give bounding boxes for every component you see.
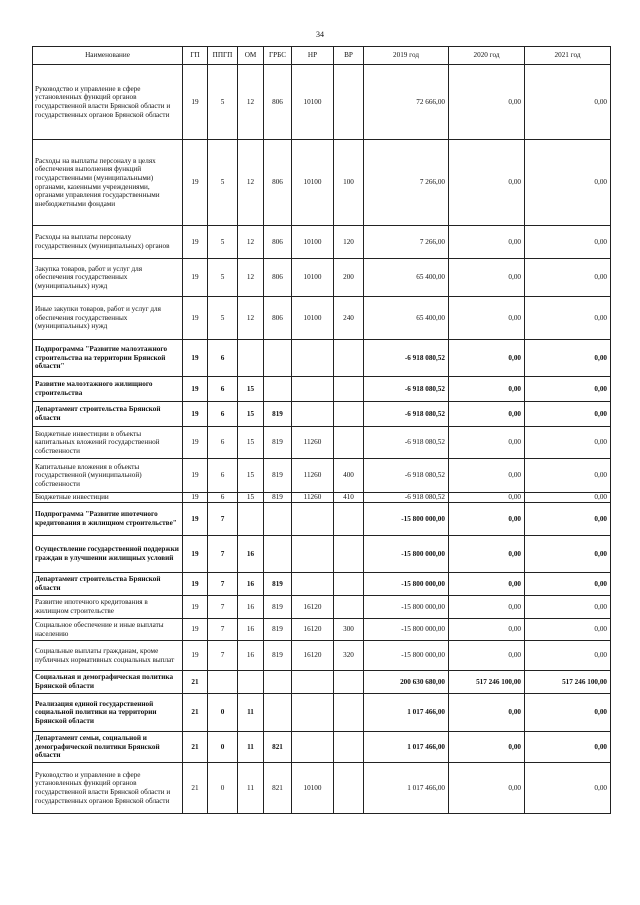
- col-header-2019: 2019 год: [364, 47, 449, 65]
- table-row: [33, 402, 611, 427]
- cell-gp: 19: [183, 641, 208, 671]
- cell-y2019: 7 266,00: [364, 226, 449, 259]
- cell-y2020: 0,00: [449, 573, 525, 596]
- table-row: [33, 65, 611, 140]
- table-row: [33, 259, 611, 297]
- cell-grbs: [264, 503, 292, 536]
- table-row: [33, 671, 611, 694]
- col-header-om: ОМ: [238, 47, 264, 65]
- cell-y2021: 0,00: [525, 402, 611, 427]
- cell-nr: 16120: [292, 596, 334, 619]
- cell-ppgp: 5: [208, 297, 238, 340]
- cell-y2020: 0,00: [449, 619, 525, 641]
- cell-y2021: 0,00: [525, 226, 611, 259]
- cell-vr: 120: [334, 226, 364, 259]
- cell-y2019: -6 918 080,52: [364, 377, 449, 402]
- cell-y2021: 0,00: [525, 65, 611, 140]
- cell-y2021: 517 246 100,00: [525, 671, 611, 694]
- table-row: [33, 459, 611, 493]
- cell-om: 11: [238, 763, 264, 814]
- cell-name: Закупка товаров, работ и услуг для обеспечения государственных (муниципальных) нужд: [33, 259, 183, 297]
- cell-ppgp: 0: [208, 763, 238, 814]
- cell-name: Расходы на выплаты персоналу в целях обеспечения выполнения функций государственными (муниципальными) органами, казенными учреждениями, органами управления государственными внебюджетными фондами: [33, 140, 183, 226]
- cell-y2021: 0,00: [525, 377, 611, 402]
- cell-vr: [334, 377, 364, 402]
- table-row: [33, 140, 611, 226]
- page-number: 34: [316, 30, 324, 39]
- cell-ppgp: 6: [208, 377, 238, 402]
- cell-nr: 10100: [292, 140, 334, 226]
- cell-grbs: 819: [264, 596, 292, 619]
- cell-om: 11: [238, 732, 264, 763]
- cell-om: 16: [238, 536, 264, 573]
- cell-ppgp: 5: [208, 259, 238, 297]
- cell-grbs: 806: [264, 140, 292, 226]
- cell-nr: 10100: [292, 763, 334, 814]
- cell-ppgp: 6: [208, 427, 238, 459]
- cell-gp: 19: [183, 65, 208, 140]
- cell-name: Департамент строительства Брянской области: [33, 573, 183, 596]
- cell-gp: 19: [183, 459, 208, 493]
- table-row: [33, 573, 611, 596]
- cell-vr: 400: [334, 459, 364, 493]
- cell-name: Подпрограмма "Развитие ипотечного кредитования в жилищном строительстве": [33, 503, 183, 536]
- cell-gp: 21: [183, 671, 208, 694]
- col-header-gp: ГП: [183, 47, 208, 65]
- cell-y2021: 0,00: [525, 619, 611, 641]
- cell-grbs: 819: [264, 619, 292, 641]
- cell-name: Расходы на выплаты персоналу государственных (муниципальных) органов: [33, 226, 183, 259]
- cell-ppgp: 6: [208, 340, 238, 377]
- cell-y2020: 0,00: [449, 402, 525, 427]
- cell-nr: [292, 671, 334, 694]
- cell-gp: 19: [183, 259, 208, 297]
- cell-om: 15: [238, 459, 264, 493]
- cell-name: Департамент семьи, социальной и демографической политики Брянской области: [33, 732, 183, 763]
- cell-gp: 21: [183, 694, 208, 732]
- cell-ppgp: 6: [208, 402, 238, 427]
- cell-ppgp: 7: [208, 503, 238, 536]
- cell-vr: [334, 402, 364, 427]
- cell-y2020: 0,00: [449, 297, 525, 340]
- cell-grbs: 806: [264, 259, 292, 297]
- cell-y2019: -6 918 080,52: [364, 427, 449, 459]
- cell-y2021: 0,00: [525, 596, 611, 619]
- cell-y2021: 0,00: [525, 427, 611, 459]
- cell-nr: [292, 402, 334, 427]
- cell-grbs: 819: [264, 641, 292, 671]
- cell-y2019: 72 666,00: [364, 65, 449, 140]
- cell-gp: 19: [183, 427, 208, 459]
- cell-y2020: 0,00: [449, 340, 525, 377]
- cell-grbs: 819: [264, 427, 292, 459]
- col-header-2020: 2020 год: [449, 47, 525, 65]
- cell-y2021: 0,00: [525, 340, 611, 377]
- cell-nr: 10100: [292, 226, 334, 259]
- cell-name: Социальное обеспечение и иные выплаты населению: [33, 619, 183, 641]
- cell-om: 12: [238, 297, 264, 340]
- table-row: [33, 641, 611, 671]
- cell-y2021: 0,00: [525, 573, 611, 596]
- cell-y2019: 1 017 466,00: [364, 694, 449, 732]
- cell-nr: 10100: [292, 259, 334, 297]
- cell-gp: 21: [183, 732, 208, 763]
- cell-grbs: [264, 340, 292, 377]
- cell-name: Реализация единой государственной социальной политики на территории Брянской области: [33, 694, 183, 732]
- cell-gp: 19: [183, 503, 208, 536]
- cell-vr: [334, 427, 364, 459]
- cell-om: 12: [238, 140, 264, 226]
- cell-vr: [334, 763, 364, 814]
- cell-name: Социальные выплаты гражданам, кроме публичных нормативных социальных выплат: [33, 641, 183, 671]
- cell-y2021: 0,00: [525, 536, 611, 573]
- cell-nr: [292, 377, 334, 402]
- cell-ppgp: 7: [208, 596, 238, 619]
- table-row: [33, 536, 611, 573]
- table-row: [33, 763, 611, 814]
- cell-y2019: -6 918 080,52: [364, 340, 449, 377]
- cell-gp: 19: [183, 493, 208, 503]
- table-row: [33, 503, 611, 536]
- cell-nr: 11260: [292, 427, 334, 459]
- cell-gp: 19: [183, 377, 208, 402]
- cell-vr: 320: [334, 641, 364, 671]
- cell-om: 16: [238, 619, 264, 641]
- cell-y2020: 0,00: [449, 732, 525, 763]
- cell-y2019: -15 800 000,00: [364, 619, 449, 641]
- cell-ppgp: 7: [208, 641, 238, 671]
- cell-y2021: 0,00: [525, 459, 611, 493]
- cell-nr: 16120: [292, 619, 334, 641]
- cell-y2020: 0,00: [449, 140, 525, 226]
- cell-ppgp: 6: [208, 459, 238, 493]
- cell-om: 15: [238, 402, 264, 427]
- cell-name: Иные закупки товаров, работ и услуг для обеспечения государственных (муниципальных) нужд: [33, 297, 183, 340]
- cell-nr: [292, 732, 334, 763]
- cell-vr: 200: [334, 259, 364, 297]
- cell-y2021: 0,00: [525, 694, 611, 732]
- cell-y2021: 0,00: [525, 763, 611, 814]
- cell-grbs: [264, 377, 292, 402]
- cell-y2020: 0,00: [449, 596, 525, 619]
- col-header-grbs: ГРБС: [264, 47, 292, 65]
- cell-nr: [292, 694, 334, 732]
- col-header-ppgp: ППГП: [208, 47, 238, 65]
- cell-ppgp: 0: [208, 694, 238, 732]
- cell-y2021: 0,00: [525, 641, 611, 671]
- cell-y2019: -15 800 000,00: [364, 573, 449, 596]
- cell-nr: [292, 503, 334, 536]
- cell-vr: [334, 671, 364, 694]
- cell-gp: 19: [183, 226, 208, 259]
- table-header-row: [33, 47, 611, 65]
- cell-grbs: [264, 694, 292, 732]
- cell-nr: [292, 573, 334, 596]
- cell-nr: [292, 340, 334, 377]
- cell-name: Капитальные вложения в объекты государственной (муниципальной) собственности: [33, 459, 183, 493]
- cell-y2020: 0,00: [449, 694, 525, 732]
- cell-om: 12: [238, 259, 264, 297]
- cell-y2021: 0,00: [525, 503, 611, 536]
- cell-grbs: 819: [264, 573, 292, 596]
- cell-grbs: [264, 671, 292, 694]
- cell-name: Социальная и демографическая политика Брянской области: [33, 671, 183, 694]
- cell-name: Руководство и управление в сфере установленных функций органов государственной власти Брянской области и государственных органов Брянской области: [33, 763, 183, 814]
- cell-nr: 10100: [292, 297, 334, 340]
- col-header-2021: 2021 год: [525, 47, 611, 65]
- cell-ppgp: 0: [208, 732, 238, 763]
- cell-name: Развитие ипотечного кредитования в жилищном строительстве: [33, 596, 183, 619]
- cell-om: 12: [238, 65, 264, 140]
- cell-grbs: 821: [264, 763, 292, 814]
- cell-gp: 21: [183, 763, 208, 814]
- cell-gp: 19: [183, 402, 208, 427]
- cell-om: 12: [238, 226, 264, 259]
- cell-name: Руководство и управление в сфере установленных функций органов государственной власти Брянской области и государственных органов Брянской области: [33, 65, 183, 140]
- cell-y2019: -6 918 080,52: [364, 459, 449, 493]
- cell-name: Подпрограмма "Развитие малоэтажного строительства на территории Брянской области": [33, 340, 183, 377]
- table-row: [33, 297, 611, 340]
- cell-grbs: 806: [264, 297, 292, 340]
- cell-y2020: 517 246 100,00: [449, 671, 525, 694]
- table-body: [33, 65, 611, 814]
- cell-ppgp: [208, 671, 238, 694]
- cell-nr: [292, 536, 334, 573]
- cell-ppgp: 7: [208, 536, 238, 573]
- cell-nr: 16120: [292, 641, 334, 671]
- cell-gp: 19: [183, 297, 208, 340]
- cell-nr: 11260: [292, 459, 334, 493]
- cell-y2020: 0,00: [449, 503, 525, 536]
- cell-nr: 11260: [292, 493, 334, 503]
- cell-ppgp: 6: [208, 493, 238, 503]
- table-row: [33, 732, 611, 763]
- cell-gp: 19: [183, 340, 208, 377]
- table-row: [33, 226, 611, 259]
- cell-y2020: 0,00: [449, 459, 525, 493]
- cell-ppgp: 7: [208, 619, 238, 641]
- cell-y2021: 0,00: [525, 297, 611, 340]
- cell-y2019: -6 918 080,52: [364, 402, 449, 427]
- table-row: [33, 340, 611, 377]
- cell-y2019: -15 800 000,00: [364, 536, 449, 573]
- cell-y2019: 65 400,00: [364, 297, 449, 340]
- col-header-nr: НР: [292, 47, 334, 65]
- cell-vr: 410: [334, 493, 364, 503]
- cell-ppgp: 7: [208, 573, 238, 596]
- cell-y2020: 0,00: [449, 536, 525, 573]
- cell-y2020: 0,00: [449, 226, 525, 259]
- cell-om: 11: [238, 694, 264, 732]
- table-row: [33, 377, 611, 402]
- cell-om: 15: [238, 493, 264, 503]
- cell-grbs: 821: [264, 732, 292, 763]
- col-header-name: Наименование: [33, 47, 183, 65]
- cell-grbs: 819: [264, 402, 292, 427]
- cell-gp: 19: [183, 596, 208, 619]
- cell-vr: [334, 65, 364, 140]
- cell-vr: 300: [334, 619, 364, 641]
- cell-om: 16: [238, 573, 264, 596]
- cell-name: Развитие малоэтажного жилищного строительства: [33, 377, 183, 402]
- cell-vr: [334, 596, 364, 619]
- cell-name: Бюджетные инвестиции: [33, 493, 183, 503]
- cell-om: [238, 503, 264, 536]
- cell-vr: [334, 536, 364, 573]
- cell-y2021: 0,00: [525, 259, 611, 297]
- cell-y2019: -15 800 000,00: [364, 596, 449, 619]
- cell-y2019: 1 017 466,00: [364, 732, 449, 763]
- cell-y2020: 0,00: [449, 427, 525, 459]
- cell-name: Департамент строительства Брянской области: [33, 402, 183, 427]
- cell-y2019: 65 400,00: [364, 259, 449, 297]
- cell-y2019: 7 266,00: [364, 140, 449, 226]
- cell-ppgp: 5: [208, 140, 238, 226]
- cell-y2021: 0,00: [525, 732, 611, 763]
- cell-vr: [334, 503, 364, 536]
- budget-table: [32, 46, 611, 814]
- cell-ppgp: 5: [208, 226, 238, 259]
- cell-om: 16: [238, 641, 264, 671]
- table-row: [33, 596, 611, 619]
- cell-vr: [334, 340, 364, 377]
- cell-y2019: -6 918 080,52: [364, 493, 449, 503]
- cell-om: 15: [238, 427, 264, 459]
- table-row: [33, 493, 611, 503]
- cell-om: 15: [238, 377, 264, 402]
- cell-om: [238, 340, 264, 377]
- cell-vr: 100: [334, 140, 364, 226]
- cell-y2020: 0,00: [449, 377, 525, 402]
- col-header-vr: ВР: [334, 47, 364, 65]
- table-row: [33, 619, 611, 641]
- cell-y2021: 0,00: [525, 493, 611, 503]
- cell-grbs: 819: [264, 459, 292, 493]
- cell-gp: 19: [183, 536, 208, 573]
- cell-name: Осуществление государственной поддержки граждан в улучшении жилищных условий: [33, 536, 183, 573]
- cell-om: [238, 671, 264, 694]
- cell-gp: 19: [183, 140, 208, 226]
- cell-y2019: -15 800 000,00: [364, 641, 449, 671]
- cell-y2020: 0,00: [449, 641, 525, 671]
- cell-om: 16: [238, 596, 264, 619]
- cell-y2020: 0,00: [449, 259, 525, 297]
- cell-vr: [334, 694, 364, 732]
- cell-vr: [334, 573, 364, 596]
- cell-y2020: 0,00: [449, 763, 525, 814]
- cell-name: Бюджетные инвестиции в объекты капитальных вложений государственной собственности: [33, 427, 183, 459]
- cell-grbs: 806: [264, 65, 292, 140]
- cell-grbs: [264, 536, 292, 573]
- table-row: [33, 427, 611, 459]
- cell-ppgp: 5: [208, 65, 238, 140]
- cell-y2020: 0,00: [449, 65, 525, 140]
- cell-gp: 19: [183, 619, 208, 641]
- cell-y2020: 0,00: [449, 493, 525, 503]
- table-row: [33, 694, 611, 732]
- cell-grbs: 819: [264, 493, 292, 503]
- cell-y2019: -15 800 000,00: [364, 503, 449, 536]
- cell-y2019: 1 017 466,00: [364, 763, 449, 814]
- cell-gp: 19: [183, 573, 208, 596]
- cell-y2021: 0,00: [525, 140, 611, 226]
- cell-vr: 240: [334, 297, 364, 340]
- cell-vr: [334, 732, 364, 763]
- cell-nr: 10100: [292, 65, 334, 140]
- cell-y2019: 200 630 680,00: [364, 671, 449, 694]
- cell-grbs: 806: [264, 226, 292, 259]
